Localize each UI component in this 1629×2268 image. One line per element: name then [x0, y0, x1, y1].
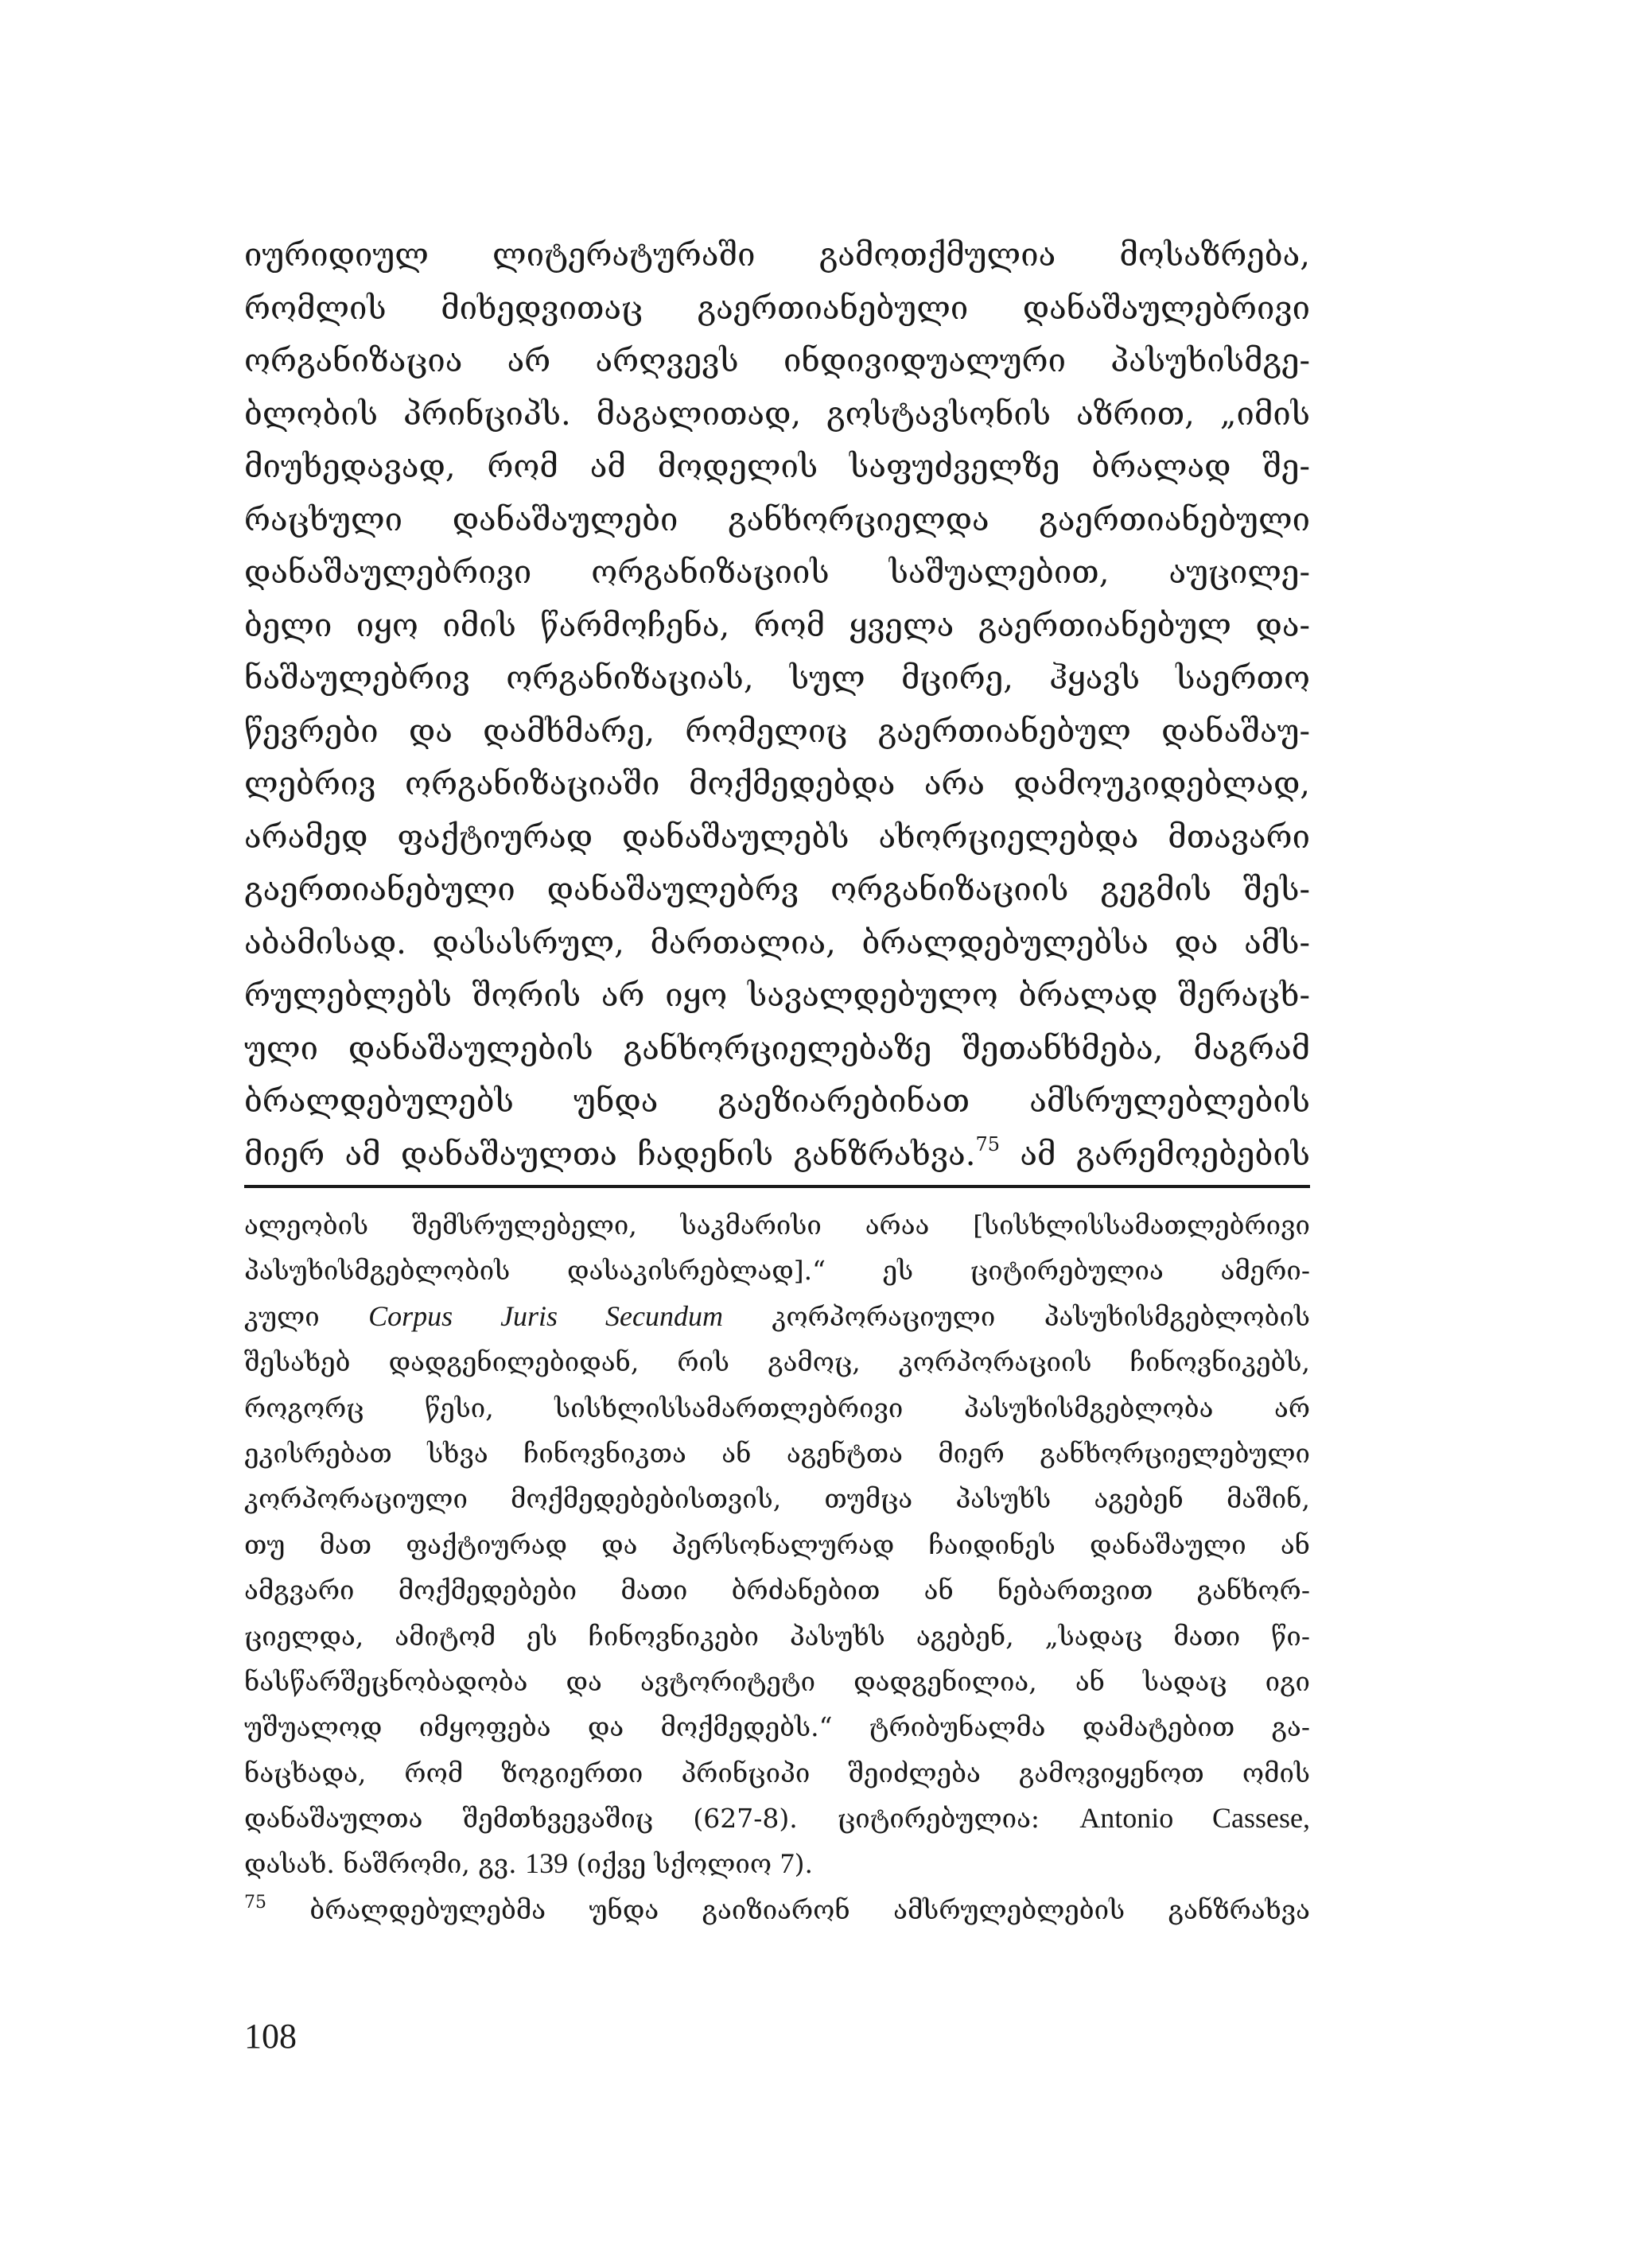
footnote-75: [244, 1887, 1310, 1932]
footnote-line-with-latin-title: [244, 1294, 1310, 1339]
cited-page-number: 139: [525, 1847, 569, 1880]
cited-work-title: Corpus Juris Secundum: [368, 1299, 723, 1332]
main-text-line: ლებრივ ორგანიზაციაში მოქმედებდა არა დამოუკიდებლად,: [244, 766, 1310, 802]
footnote-line: თუ მათ ფაქტიურად და პერსონალურად ჩაიდინეს დანაშაული ან: [244, 1528, 1310, 1560]
footnote-line: კორპორაციული მოქმედებებისთვის, თუმცა პასუხს აგებენ მაშინ,: [244, 1483, 1310, 1515]
footnote-line-with-page-ref: [244, 1841, 1310, 1886]
footnote-number: 75: [244, 1892, 266, 1913]
footnote-line: პასუხისმგებლობის დასაკისრებლად].“ ეს ციტირებულია ამერი-: [244, 1255, 1310, 1287]
footnote-line: უშუალოდ იმყოფება და მოქმედებს.“ ტრიბუნალმა დამატებით გა-: [244, 1711, 1310, 1743]
main-text-line: არამედ ფაქტიურად დანაშაულებს ახორციელებდა მთავარი: [244, 818, 1310, 856]
main-text-fragment: ამ გარემოებების: [1000, 1136, 1311, 1173]
footnotes: [244, 1202, 1310, 1932]
main-text-line: ბლობის პრინციპს. მაგალითად, გოსტავსონის აზრით, „იმის: [244, 395, 1310, 433]
footnote-fragment: (იქვე სქოლიო: [568, 1848, 780, 1880]
footnote-line-with-citation: [244, 1796, 1310, 1841]
main-text-line: წევრები და დამხმარე, რომელიც გაერთიანებულ დანაშაუ-: [244, 713, 1310, 750]
footnote-fragment: კული: [244, 1300, 369, 1332]
footnote-fragment: დანაშაულთა შემთხვევაშიც (627-8). ციტირებულია:: [244, 1803, 1080, 1835]
main-text-line: ორგანიზაცია არ არღვევს ინდივიდუალური პასუხისმგე-: [244, 343, 1310, 379]
footnote-line: შესახებ დადგენილებიდან, რის გამოც, კორპორაციის ჩინოვნიკებს,: [244, 1346, 1310, 1378]
main-paragraph: [244, 229, 1310, 1181]
footnote-line: ალეობის შემსრულებელი, საკმარისი არაა [სისხლისსამათლებრივი: [244, 1210, 1310, 1241]
main-text-line: ული დანაშაულების განხორციელებაზე შეთანხმება, მაგრამ: [244, 1030, 1310, 1067]
footnote-75-text: ბრალდებულებმა უნდა გაიზიარონ ამსრულებლების განზრახვა: [266, 1893, 1310, 1925]
main-text-line: აბამისად. დასასრულ, მართალია, ბრალდებულებსა და ამს-: [244, 924, 1310, 961]
main-text-line-with-footnote-ref: [244, 1128, 1310, 1182]
main-text-line: რულებლებს შორის არ იყო სავალდებულო ბრალად შერაცხ-: [244, 977, 1310, 1014]
cited-author: Antonio Cassese,: [1079, 1802, 1310, 1835]
footnote-line: ნასწარშეცნობადობა და ავტორიტეტი დადგენილია, ან სადაც იგი: [244, 1665, 1310, 1697]
main-text-line: დანაშაულებრივი ორგანიზაციის საშუალებით, აუცილე-: [244, 554, 1310, 591]
footnote-line: ციელდა, ამიტომ ეს ჩინოვნიკები პასუხს აგებენ, „სადაც მათი წი-: [244, 1620, 1310, 1652]
footnote-line: ნაცხადა, რომ ზოგიერთი პრინციპი შეიძლება გამოვიყენოთ ომის: [244, 1757, 1310, 1788]
footnote-fragment: ).: [794, 1848, 813, 1880]
main-text-line: გაერთიანებული დანაშაულებრვ ორგანიზაციის გეგმის შეს-: [244, 872, 1310, 908]
main-text-line: ნაშაულებრივ ორგანიზაციას, სულ მცირე, ჰყავს საერთო: [244, 660, 1310, 697]
main-text-line: ბელი იყო იმის წარმოჩენა, რომ ყველა გაერთიანებულ და-: [244, 607, 1310, 644]
page-number: 108: [244, 2017, 297, 2056]
main-text-line: რაცხული დანაშაულები განხორციელდა გაერთიანებული: [244, 501, 1310, 538]
main-text-fragment: მიერ ამ დანაშაულთა ჩადენის განზრახვა.: [244, 1136, 976, 1173]
main-text-line: მიუხედავად, რომ ამ მოდელის საფუძველზე ბრალად შე-: [244, 449, 1310, 485]
footnote-fragment: კორპორაციული პასუხისმგებლობის: [722, 1300, 1310, 1332]
footnote-fragment: დასახ. ნაშრომი, გვ.: [244, 1848, 526, 1880]
footnote-reference-75[interactable]: 75: [975, 1132, 1001, 1155]
main-text-line: რომლის მიხედვითაც გაერთიანებული დანაშაულებრივი: [244, 289, 1310, 327]
footnote-separator: [244, 1185, 1310, 1188]
footnote-line: ეკისრებათ სხვა ჩინოვნიკთა ან აგენტთა მიერ განხორციელებული: [244, 1437, 1310, 1469]
footnote-line: როგორც წესი, სისხლისსამართლებრივი პასუხისმგებლობა არ: [244, 1392, 1310, 1423]
cited-footnote-number: 7: [780, 1847, 795, 1880]
main-text-line: ბრალდებულებს უნდა გაეზიარებინათ ამსრულებლების: [244, 1083, 1310, 1120]
footnote-line: ამგვარი მოქმედებები მათი ბრძანებით ან ნებართვით განხორ-: [244, 1575, 1310, 1606]
main-text-line: იურიდიულ ლიტერატურაში გამოთქმულია მოსაზრება,: [244, 237, 1310, 274]
